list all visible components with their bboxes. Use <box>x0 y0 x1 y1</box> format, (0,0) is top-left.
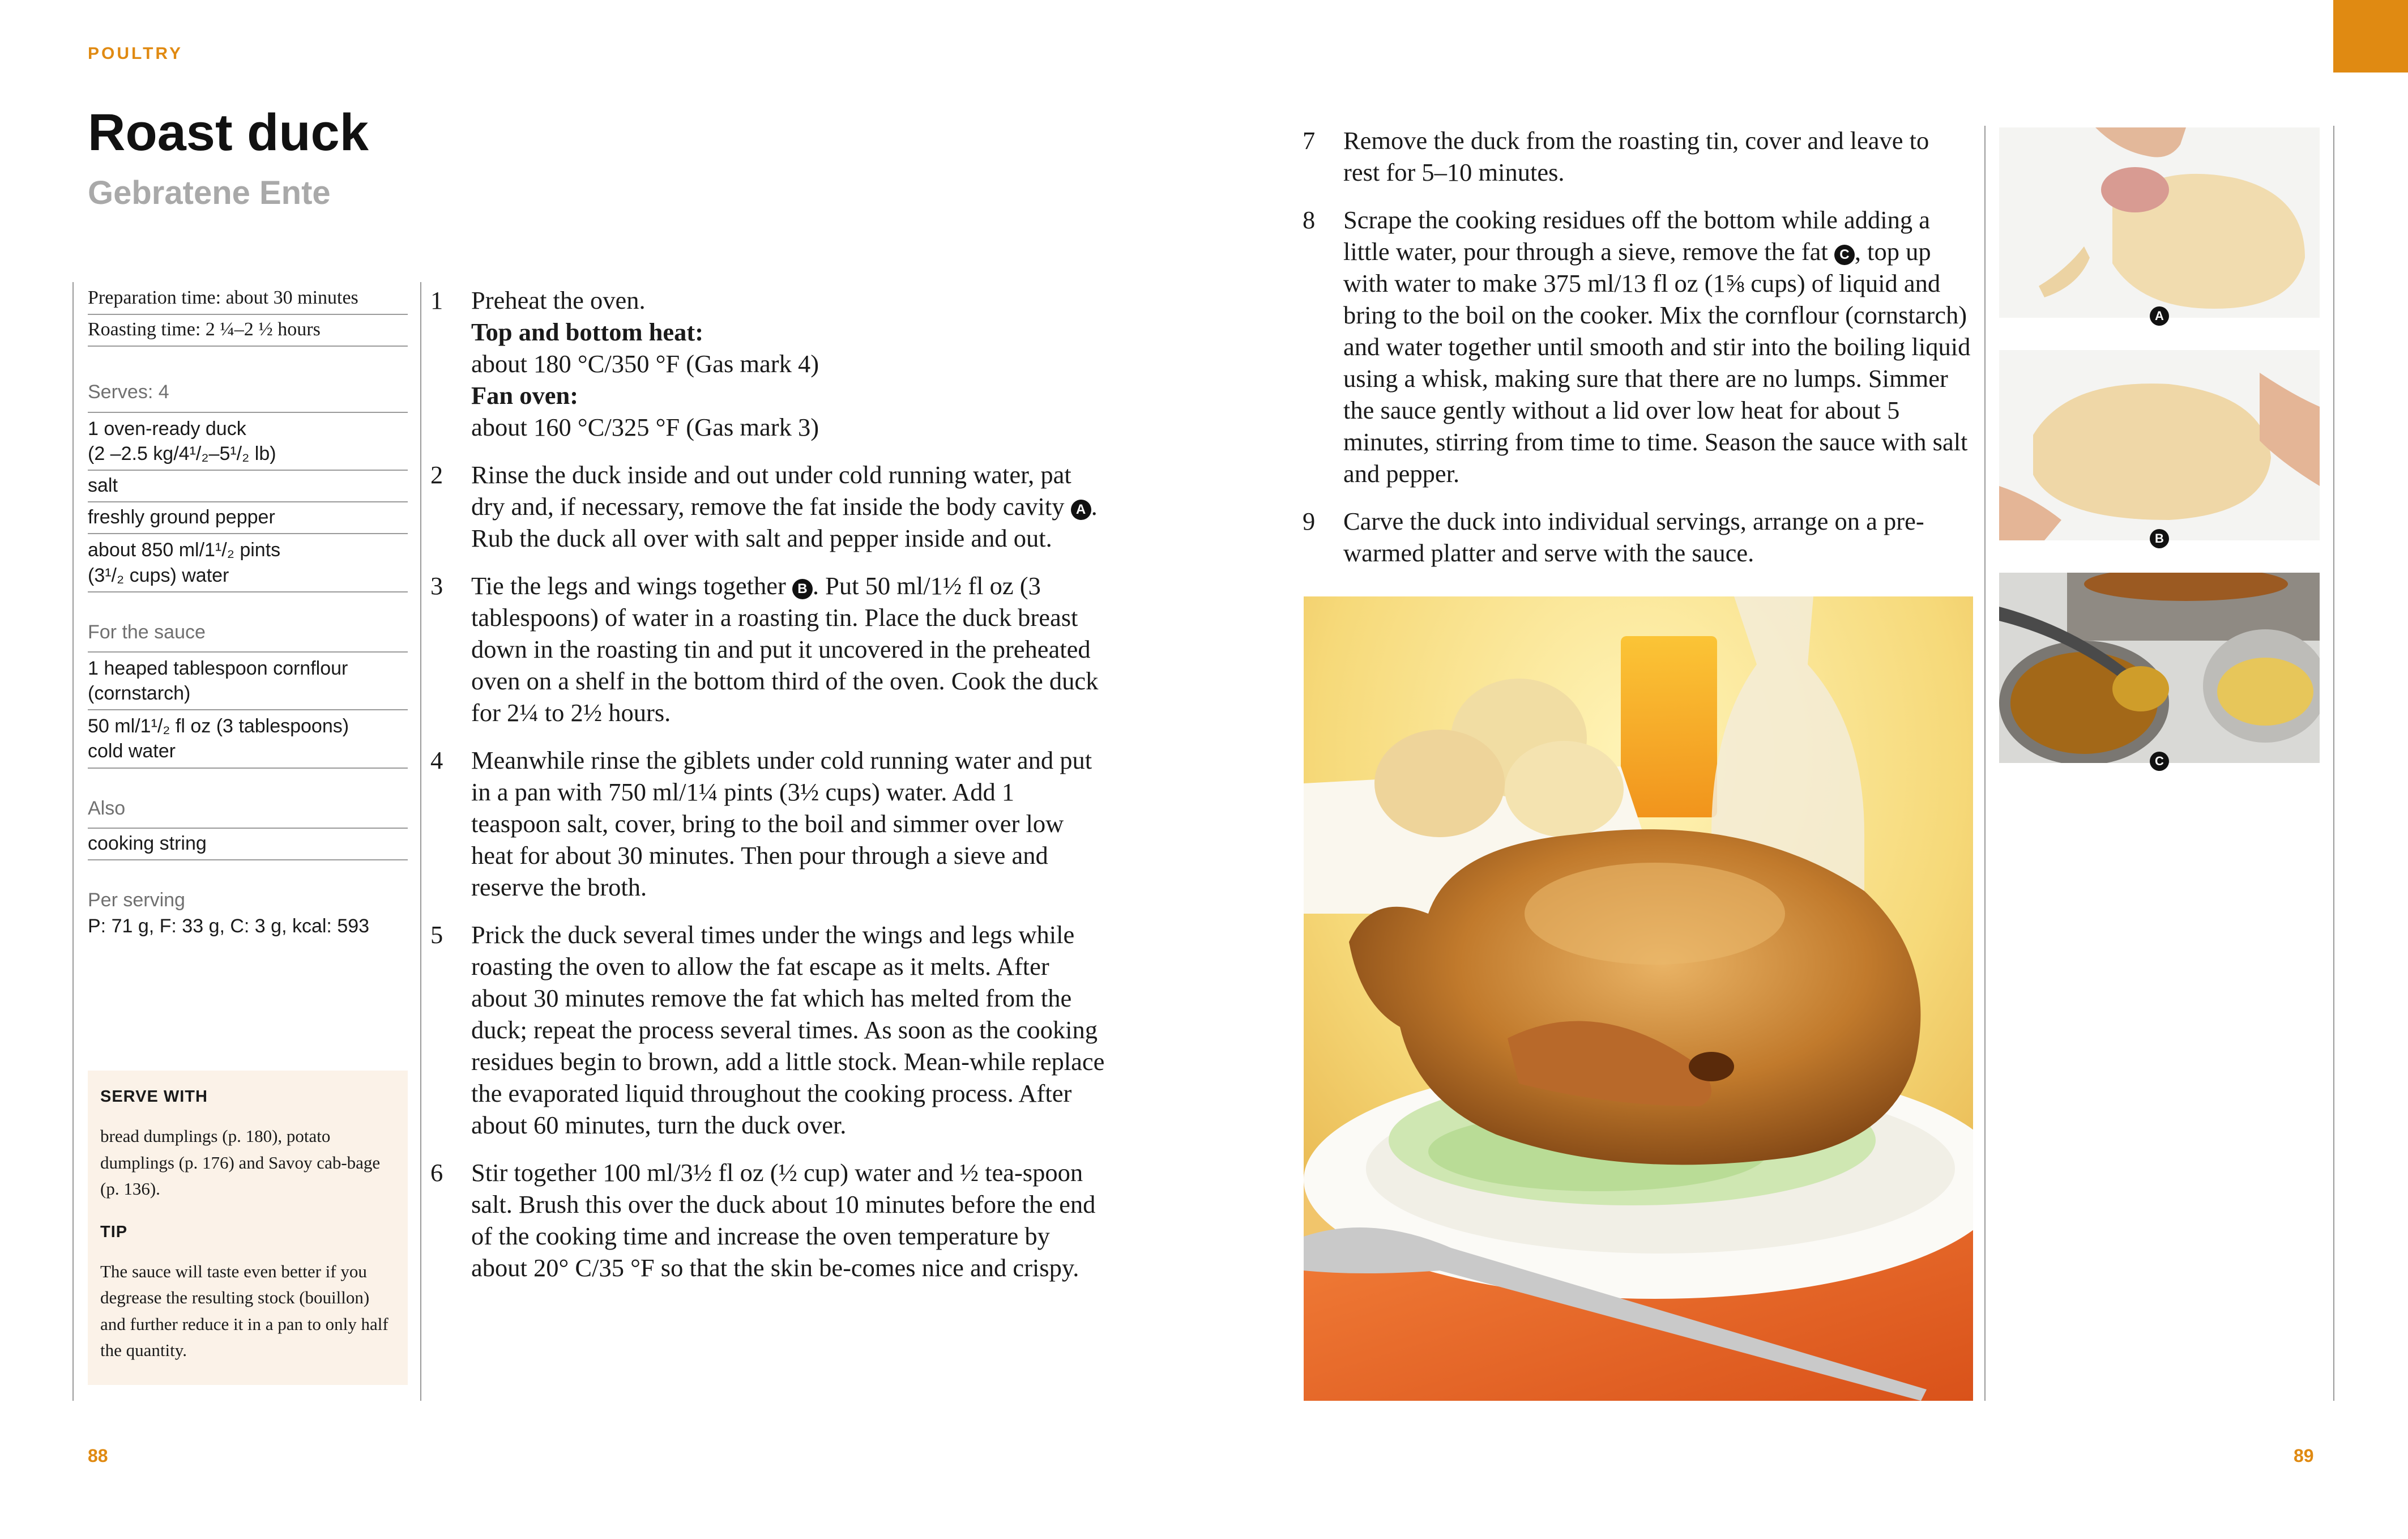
section-label: POULTRY <box>88 44 183 63</box>
ingredients-sidebar <box>88 283 408 939</box>
photo-marker-b: B <box>792 579 813 599</box>
photo-marker-a: A <box>1071 500 1091 520</box>
step-number: 9 <box>1303 507 1316 535</box>
ingredient-item: about 850 ml/1¹/₂ pints <box>88 539 281 561</box>
heat-mode-temp: about 180 °C/350 °F (Gas mark 4) <box>471 349 819 378</box>
thumb-column-rule-right <box>2333 126 2334 1401</box>
ingredient-item: (3¹/₂ cups) water <box>88 563 408 592</box>
step-text: Scrape the cooking residues off the bottom while adding a little water, pour through a sieve, remove the fat <box>1343 206 1931 266</box>
step-text: Prick the duck several times under the wings and legs while roasting the oven to allow the fat escape as it melts. After about 30 minutes remove the fat which has melted from the duck; repeat the process several times. As soon as the cooking residues begin to brown, add a little stock. Mean-while replace the evaporated liquid throughout the cooking process. After about 60 minutes, turn the duck over. <box>471 920 1105 1139</box>
step-photo-c <box>1999 573 2320 763</box>
step-text: Rinse the duck inside and out under cold running water, pat dry and, if necessary, remove the fat inside the body cavity <box>471 461 1071 521</box>
ingredient-item: (2 –2.5 kg/4¹/₂–5¹/₂ lb) <box>88 441 408 471</box>
step-9 <box>1303 505 1971 569</box>
step-number: 8 <box>1303 206 1316 234</box>
step-2 <box>430 459 1110 554</box>
serve-with-text: bread dumplings (p. 180), potato dumplings (p. 176) and Savoy cab-bage (p. 136). <box>100 1126 381 1199</box>
step-text: Tie the legs and wings together <box>471 572 786 600</box>
step-7 <box>1303 125 1971 188</box>
step-6 <box>430 1157 1110 1284</box>
step-number: 4 <box>430 746 443 774</box>
photo-marker-c: C <box>1834 245 1855 265</box>
recipe-title: Roast duck <box>88 104 369 161</box>
tip-heading: TIP <box>100 1222 128 1241</box>
page-number-right: 89 <box>2294 1446 2314 1466</box>
step-text: Meanwhile rinse the giblets under cold running water and put in a pan with 750 ml/1¼ pints (3½ cups) water. Add 1 teaspoon salt, cover, bring to the boil and simmer over low heat for about 30 minutes. Then pour through a sieve and reserve the broth. <box>471 746 1092 901</box>
tip-text: The sauce will taste even better if you degrease the resulting stock (bouillon) and further reduce it in a pan to only half the quantity. <box>100 1261 388 1360</box>
sidebar-divider <box>420 282 421 1401</box>
left-margin-rule <box>72 282 74 1401</box>
step-number: 3 <box>430 572 443 600</box>
photo-label-b: B <box>2150 529 2169 548</box>
step-number: 5 <box>430 920 443 949</box>
heat-mode-heading: Fan oven: <box>471 381 579 410</box>
step-number: 1 <box>430 286 443 314</box>
step-3 <box>430 570 1110 728</box>
sauce-item: (cornstarch) <box>88 681 408 710</box>
step-text: . Put 50 ml/1½ fl oz (3 tablespoons) of water in a roasting tin. Place the duck breast down in the roasting tin and put it uncovered in the preheated oven on a shelf in the bottom third of the oven. Cook the duck for 2¼ to 2½ hours. <box>471 572 1099 727</box>
sauce-heading: For the sauce <box>88 620 408 653</box>
step-1 <box>430 284 1110 443</box>
step-5 <box>430 919 1110 1141</box>
step-photo-b <box>1999 350 2320 540</box>
photo-label-a: A <box>2150 306 2169 326</box>
step-photo-a <box>1999 127 2320 318</box>
per-serving-heading: Per serving <box>88 889 185 911</box>
step-text: Preheat the oven. <box>471 286 646 314</box>
prep-time: Preparation time: about 30 minutes <box>88 283 408 315</box>
step-text: Stir together 100 ml/3½ fl oz (½ cup) water and ½ tea-spoon salt. Brush this over the duck about 10 minutes before the end of the cooking time and increase the oven temperature by about 20° C/35 °F so that the skin be-comes nice and crispy. <box>471 1158 1096 1282</box>
roast-duck-photo <box>1304 596 1973 1401</box>
ingredient-item: 1 oven-ready duck <box>88 417 246 440</box>
step-number: 2 <box>430 461 443 489</box>
step-text: Remove the duck from the roasting tin, cover and leave to rest for 5–10 minutes. <box>1343 126 1929 186</box>
also-heading: Also <box>88 796 408 829</box>
recipe-subtitle: Gebratene Ente <box>88 174 331 211</box>
chapter-tab <box>2333 0 2408 73</box>
step-number: 7 <box>1303 126 1316 155</box>
sauce-item: 50 ml/1¹/₂ fl oz (3 tablespoons) <box>88 715 349 737</box>
serve-with-box <box>88 1071 408 1385</box>
photo-label-c: C <box>2150 752 2169 771</box>
serve-with-heading: SERVE WITH <box>100 1088 208 1106</box>
method-column-right <box>1303 125 1971 585</box>
step-text: . Rub the duck all over with salt and pepper inside and out. <box>471 492 1098 552</box>
sauce-item: 1 heaped tablespoon cornflour <box>88 657 348 679</box>
sauce-item: cold water <box>88 739 408 768</box>
step-4 <box>430 744 1110 903</box>
also-item: cooking string <box>88 829 408 860</box>
heat-mode-heading: Top and bottom heat: <box>471 318 704 346</box>
ingredient-item: salt <box>88 471 408 502</box>
nutrition-values: P: 71 g, F: 33 g, C: 3 g, kcal: 593 <box>88 915 370 937</box>
thumb-column-rule-left <box>1984 126 1986 1401</box>
step-8 <box>1303 204 1971 489</box>
step-text: , top up with water to make 375 ml/13 fl oz (1⅝ cups) of liquid and bring to the boil on the cooker. Mix the cornflour (cornstarch) and water together until smooth and stir into the boiling liquid using a whisk, making sure that there are no lumps. Simmer the sauce gently without a lid over low heat for about 5 minutes, stirring from time to time. Season the sauce with salt and pepper. <box>1343 237 1971 488</box>
ingredient-item: freshly ground pepper <box>88 502 408 534</box>
method-column-left <box>430 284 1110 1299</box>
step-text: Carve the duck into individual servings, arrange on a pre-warmed platter and serve with the sauce. <box>1343 507 1924 567</box>
page-number-left: 88 <box>88 1446 108 1466</box>
roast-time: Roasting time: 2 ¼–2 ½ hours <box>88 315 408 347</box>
step-number: 6 <box>430 1158 443 1187</box>
serves: Serves: 4 <box>88 380 408 412</box>
heat-mode-temp: about 160 °C/325 °F (Gas mark 3) <box>471 413 819 441</box>
